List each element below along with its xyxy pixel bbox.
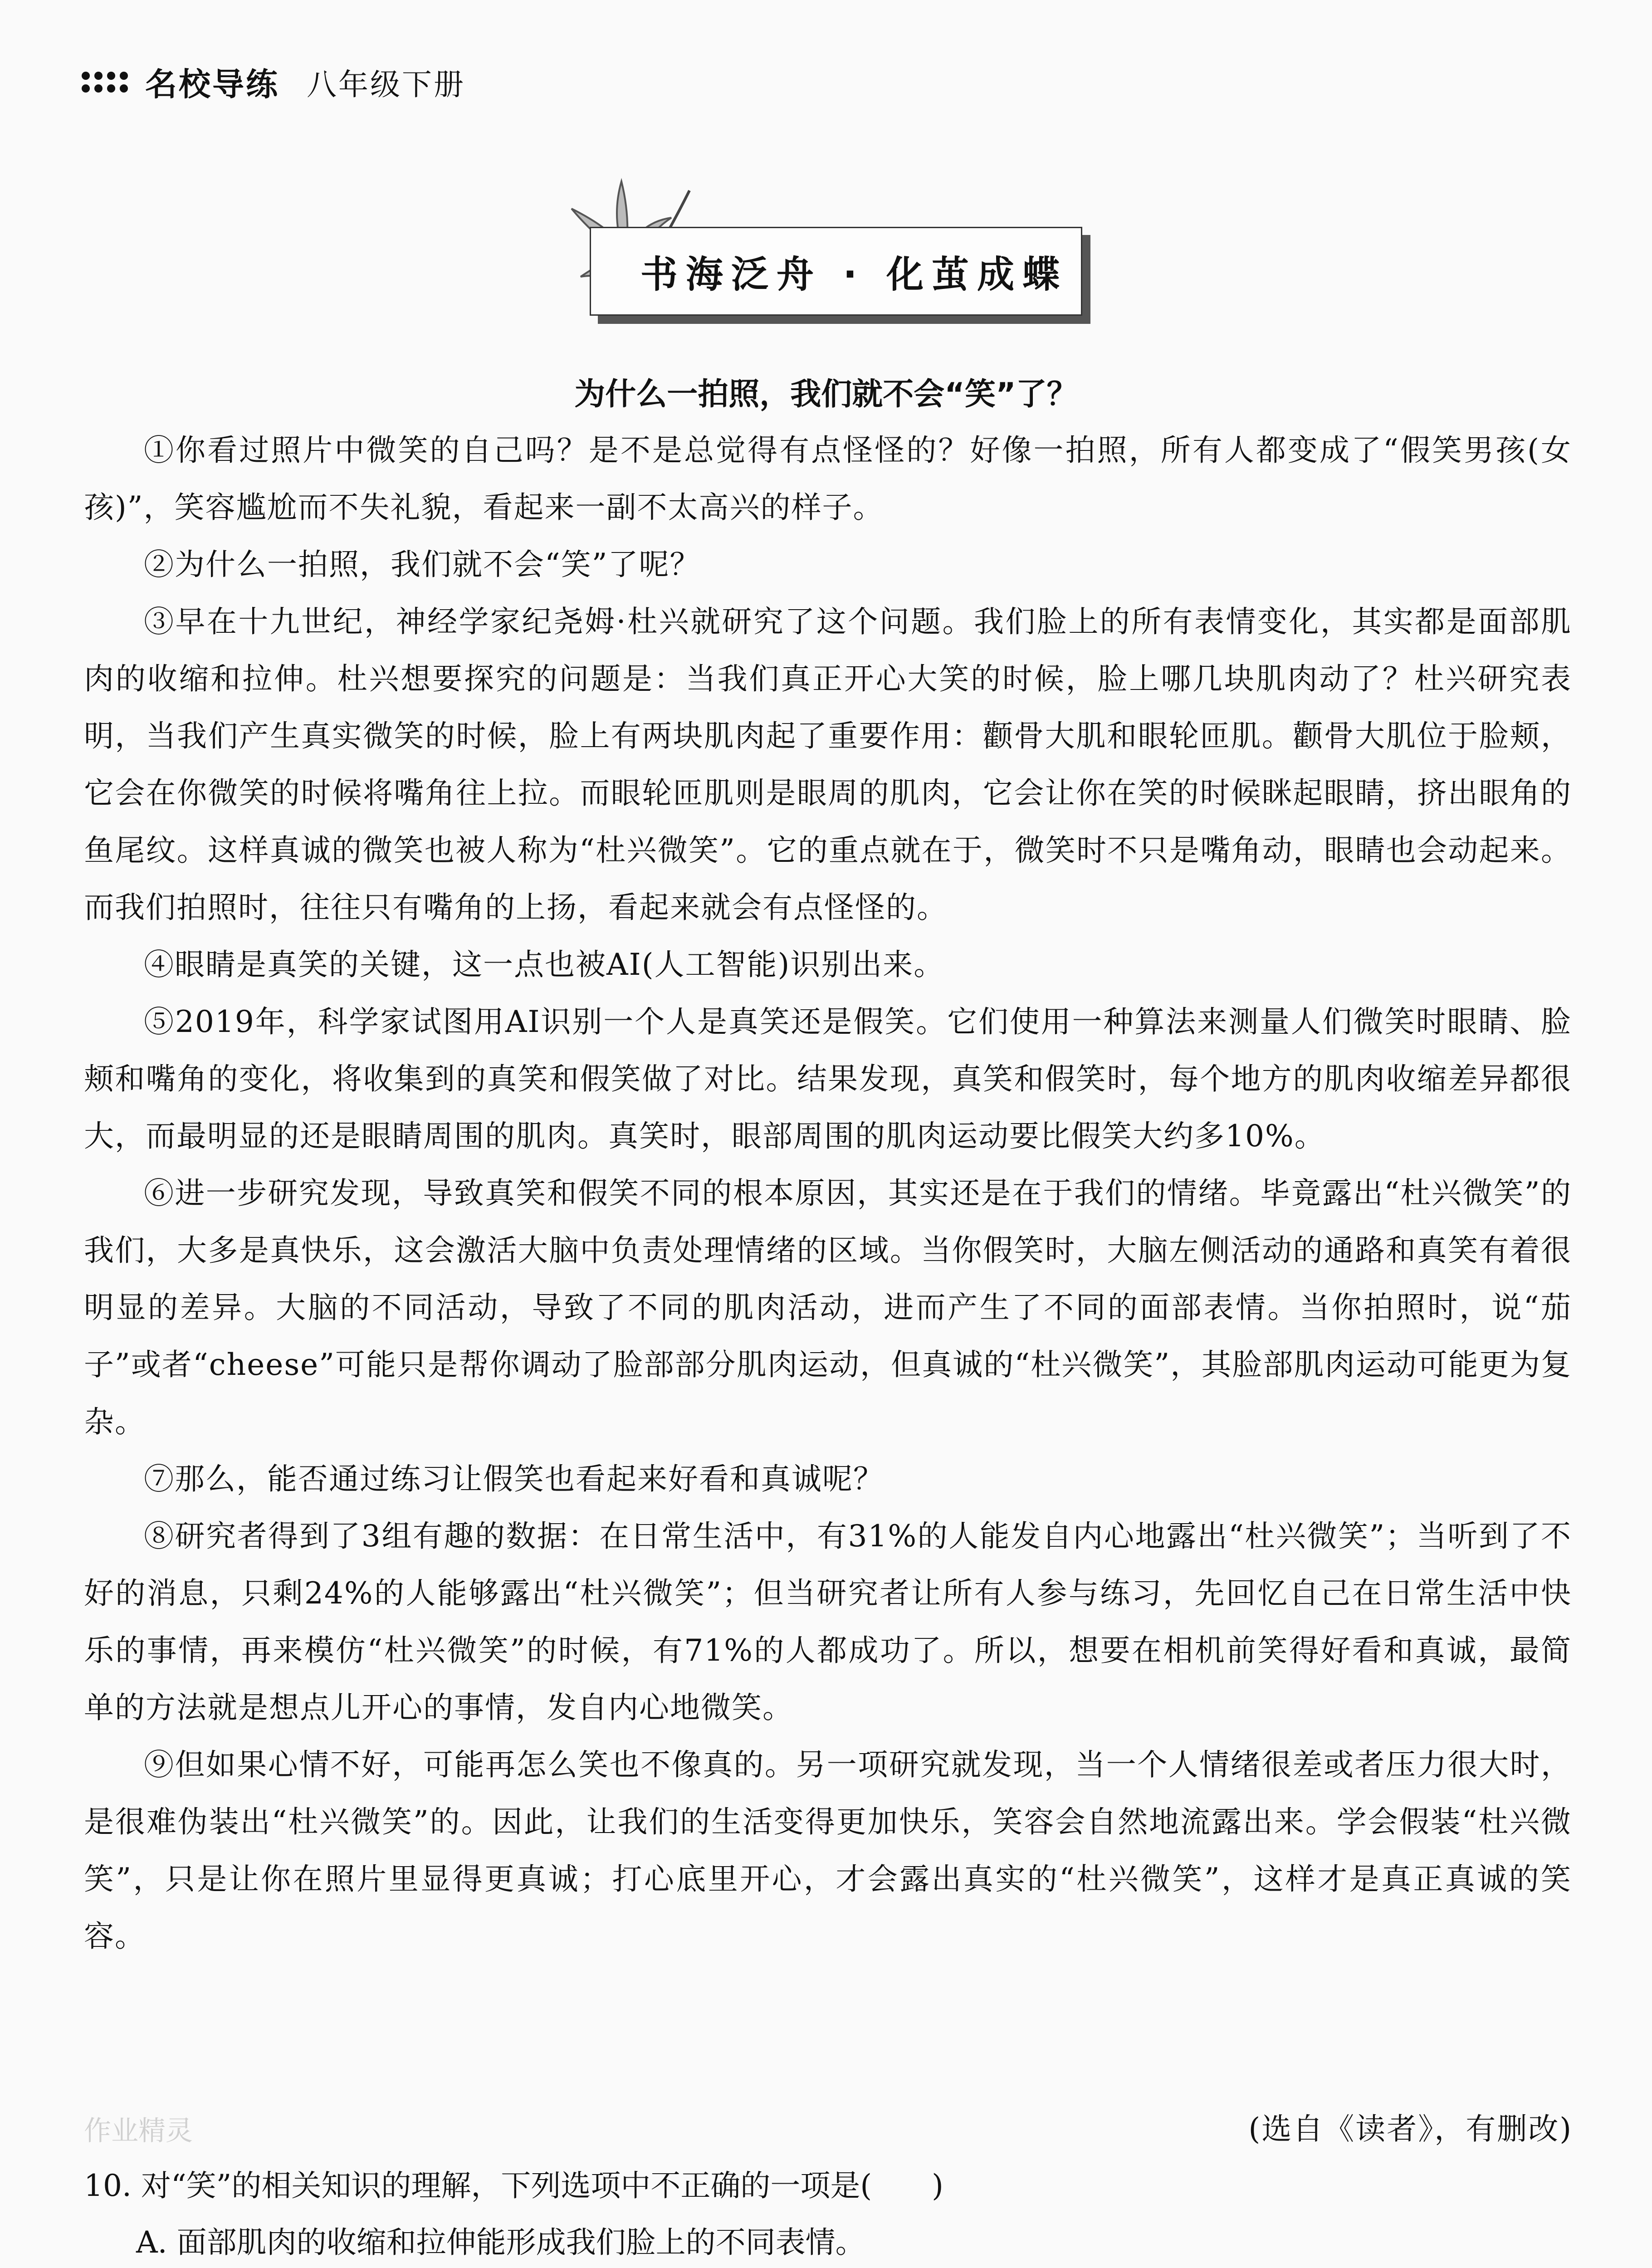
paragraph-7: ⑦那么，能否通过练习让假笑也看起来好看和真诚呢？ (144, 1461, 884, 1496)
paragraph-4: ④眼睛是真笑的关键，这一点也被AI(人工智能)识别出来。 (144, 947, 945, 982)
question-10-option-a: A. 面部肌肉的收缩和拉伸能形成我们脸上的不同表情。 (136, 2225, 865, 2260)
paragraph-8: ⑧研究者得到了3组有趣的数据：在日常生活中，有31%的人能发自内心地露出“杜兴微笑”；当听到了不好的消息，只剩24%的人能够露出“杜兴微笑”；但当研究者让所有人参与练习，先回忆自己在日常生活中快乐的事情，再来模仿“杜兴微笑”的时候，有71%的人都成功了。所以，想要在相机前笑得好看和真诚，最简单的方法就是想点儿开心的事情，发自内心地微笑。 (84, 1519, 1572, 1725)
watermark-text: 作业精灵 (84, 2115, 193, 2147)
header-dots-icon (82, 72, 129, 93)
paragraph-3: ③早在十九世纪，神经学家纪尧姆·杜兴就研究了这个问题。我们脸上的所有表情变化，其实都是面部肌肉的收缩和拉伸。杜兴想要探究的问题是：当我们真正开心大笑的时候，脸上哪几块肌肉动了？杜兴研究表明，当我们产生真实微笑的时候，脸上有两块肌肉起了重要作用：颧骨大肌和眼轮匝肌。颧骨大肌位于脸颊，它会在你微笑的时候将嘴角往上拉。而眼轮匝肌则是眼周的肌肉，它会让你在笑的时候眯起眼睛，挤出眼角的鱼尾纹。这样真诚的微笑也被人称为“杜兴微笑”。它的重点就在于，微笑时不只是嘴角动，眼睛也会动起来。而我们拍照时，往往只有嘴角的上扬，看起来就会有点怪怪的。 (84, 604, 1572, 925)
article-title: 为什么一拍照，我们就不会“笑”了？ (574, 376, 1078, 412)
series-title: 名校导练 (145, 66, 279, 103)
paragraph-1: ①你看过照片中微笑的自己吗？是不是总觉得有点怪怪的？好像一拍照，所有人都变成了“假笑男孩(女孩)”，笑容尴尬而不失礼貌，看起来一副不太高兴的样子。 (84, 433, 1572, 525)
banner-title: 书海泛舟 · 化茧成蝶 (640, 253, 1068, 296)
page-header (82, 59, 465, 105)
article-body (84, 422, 1572, 1965)
section-banner (553, 163, 1089, 327)
grade-label: 八年级下册 (307, 67, 465, 102)
banner-box (590, 227, 1082, 316)
paragraph-2: ②为什么一拍照，我们就不会“笑”了呢？ (144, 547, 701, 582)
paragraph-5: ⑤2019年，科学家试图用AI识别一个人是真笑还是假笑。它们使用一种算法来测量人们微笑时眼睛、脸颊和嘴角的变化，将收集到的真笑和假笑做了对比。结果发现，真笑和假笑时，每个地方的肌肉收缩差异都很大，而最明显的还是眼睛周围的肌肉。真笑时，眼部周围的肌肉运动要比假笑大约多10%。 (84, 1004, 1572, 1154)
question-10-stem: 10. 对“笑”的相关知识的理解，下列选项中不正确的一项是( ) (84, 2168, 943, 2203)
paragraph-6: ⑥进一步研究发现，导致真笑和假笑不同的根本原因，其实还是在于我们的情绪。毕竟露出“杜兴微笑”的我们，大多是真快乐，这会激活大脑中负责处理情绪的区域。当你假笑时，大脑左侧活动的通路和真笑有着很明显的差异。大脑的不同活动，导致了不同的肌肉活动，进而产生了不同的面部表情。当你拍照时，说“茄子”或者“cheese”可能只是帮你调动了脸部部分肌肉运动，但真诚的“杜兴微笑”，其脸部肌肉运动可能更为复杂。 (84, 1176, 1572, 1439)
article-source: (选自《读者》，有删改) (1248, 2112, 1573, 2146)
paragraph-9: ⑨但如果心情不好，可能再怎么笑也不像真的。另一项研究就发现，当一个人情绪很差或者压力很大时，是很难伪装出“杜兴微笑”的。因此，让我们的生活变得更加快乐，笑容会自然地流露出来。学会假装“杜兴微笑”，只是让你在照片里显得更真诚；打心底里开心，才会露出真实的“杜兴微笑”，这样才是真正真诚的笑容。 (84, 1747, 1572, 1954)
